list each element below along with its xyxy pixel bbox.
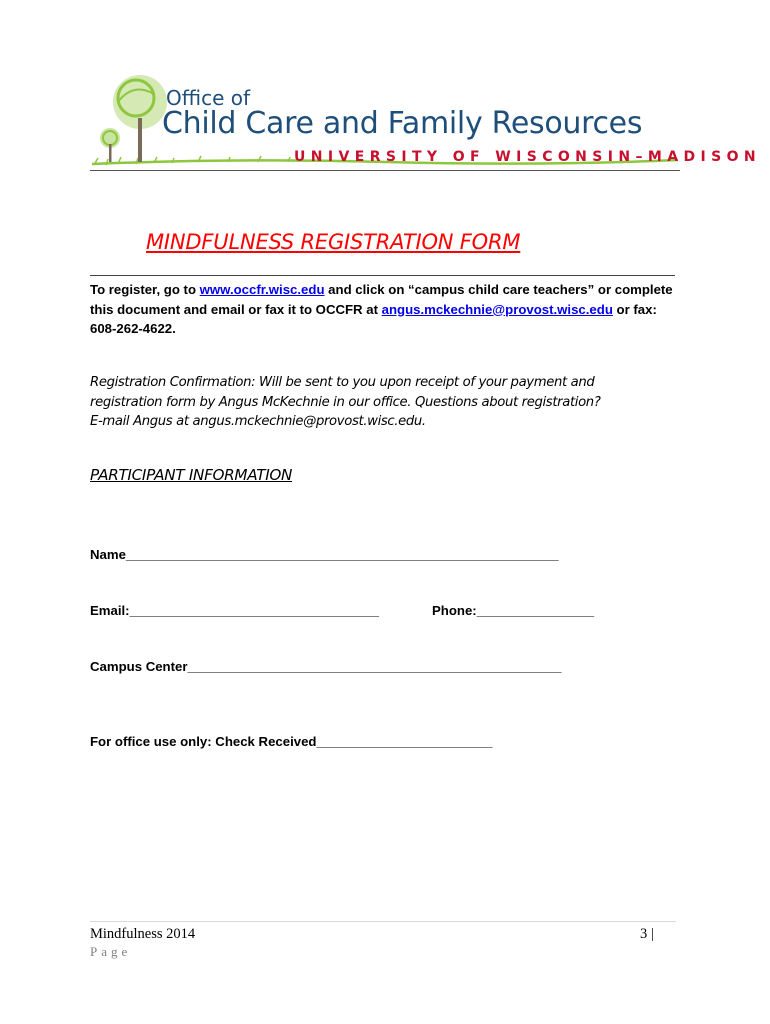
confirmation-line-2: registration form by Angus McKechnie in our office. Questions about registration? <box>90 394 601 410</box>
office-use-check-received: For office use only: Check Received________________________ <box>90 734 493 749</box>
title-rule <box>90 275 675 276</box>
participant-info-heading: PARTICIPANT INFORMATION <box>90 466 293 484</box>
logo-university-text: UNIVERSITY OF WISCONSIN–MADISON <box>294 149 761 165</box>
form-title: MINDFULNESS REGISTRATION FORM <box>146 230 521 254</box>
occfr-website-link[interactable]: www.occfr.wisc.edu <box>199 282 325 297</box>
instructions-text-2: and click on “campus child care teachers” or complete this document and email or fax it to OCCFR at <box>90 282 673 317</box>
instructions-text-1: To register, go to <box>90 282 200 297</box>
registration-confirmation <box>90 373 690 432</box>
phone-field[interactable]: Phone:________________ <box>432 603 595 618</box>
confirmation-line-1: Registration Confirmation: Will be sent to you upon receipt of your payment and <box>90 375 595 390</box>
email-link[interactable]: angus.mckechnie@provost.wisc.edu <box>381 301 613 317</box>
header-rule <box>90 170 680 171</box>
footer-rule <box>90 921 676 922</box>
campus-center-field[interactable]: Campus Center___________________________________________________ <box>90 659 562 674</box>
logo-office-of-text: Office of <box>166 86 251 110</box>
name-field[interactable]: Name___________________________________________________________ <box>90 547 559 562</box>
registration-instructions <box>90 280 680 339</box>
footer-page-label: Page <box>90 944 132 959</box>
instructions-text-3: or fax: 608-262-4622. <box>90 301 657 336</box>
confirmation-line-3: E-mail Angus at angus.mckechnie@provost.wisc.edu. <box>90 414 426 429</box>
footer-document-name: Mindfulness 2014 <box>90 926 196 942</box>
email-field[interactable]: Email:__________________________________ <box>90 603 379 618</box>
footer-page-number: 3 | <box>640 926 654 942</box>
logo-main-text: Child Care and Family Resources <box>162 106 643 141</box>
